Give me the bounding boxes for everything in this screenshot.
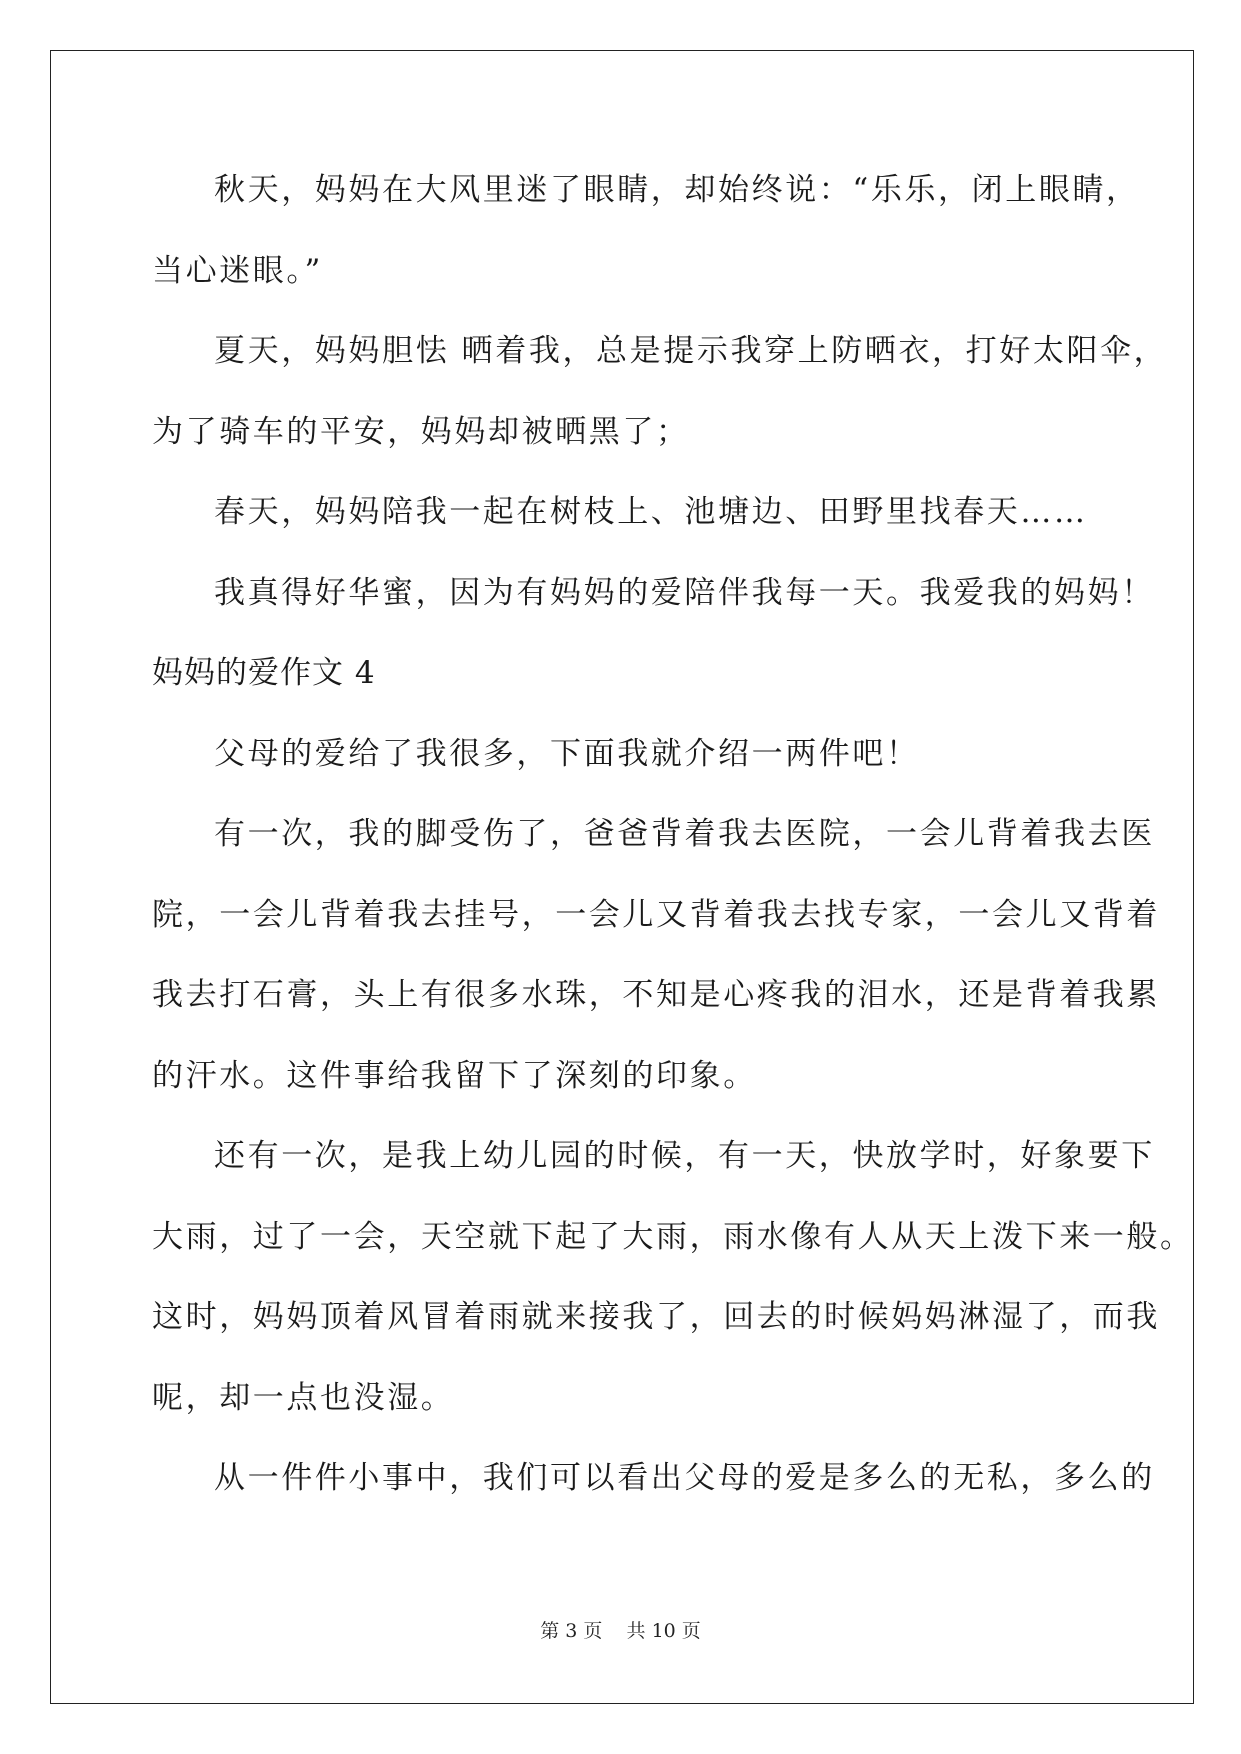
text-line: 呢，却一点也没湿。 <box>152 1379 455 1416</box>
text-line: 大雨，过了一会，天空就下起了大雨，雨水像有人从天上泼下来一般。 <box>152 1218 1194 1255</box>
text-line: 父母的爱给了我很多，下面我就介绍一两件吧！ <box>214 735 920 772</box>
text-line: 秋天，妈妈在大风里迷了眼睛，却始终说：“乐乐，闭上眼睛， <box>214 172 1140 208</box>
text-line: 我真得好华蜜，因为有妈妈的爱陪伴我每一天。我爱我的妈妈！ <box>214 574 1155 611</box>
text-line: 从一件件小事中，我们可以看出父母的爱是多么的无私，多么的 <box>214 1460 1155 1496</box>
text-line: 这时，妈妈顶着风冒着雨就来接我了，回去的时候妈妈淋湿了，而我 <box>152 1299 1160 1335</box>
text-line: 有一次，我的脚受伤了，爸爸背着我去医院，一会儿背着我去医 <box>214 816 1155 852</box>
section-heading: 妈妈的爱作文 4 <box>152 655 376 691</box>
text-line: 还有一次，是我上幼儿园的时候，有一天，快放学时，好象要下 <box>214 1138 1155 1174</box>
text-line: 我去打石膏，头上有很多水珠，不知是心疼我的泪水，还是背着我累 <box>152 977 1160 1013</box>
text-line: 为了骑车的平安，妈妈却被晒黑了； <box>152 413 690 450</box>
text-line: 春天，妈妈陪我一起在树枝上、池塘边、田野里找春天…… <box>214 494 1088 530</box>
text-line: 夏天，妈妈胆怯 晒着我，总是提示我穿上防晒衣，打好太阳伞， <box>214 333 1168 369</box>
text-line: 院，一会儿背着我去挂号，一会儿又背着我去找专家，一会儿又背着 <box>152 896 1160 933</box>
page-number-footer: 第 3 页 共 10 页 <box>540 1620 701 1642</box>
text-line: 当心迷眼。” <box>152 252 323 289</box>
text-line: 的汗水。这件事给我留下了深刻的印象。 <box>152 1057 757 1094</box>
document-body <box>152 158 1194 1527</box>
